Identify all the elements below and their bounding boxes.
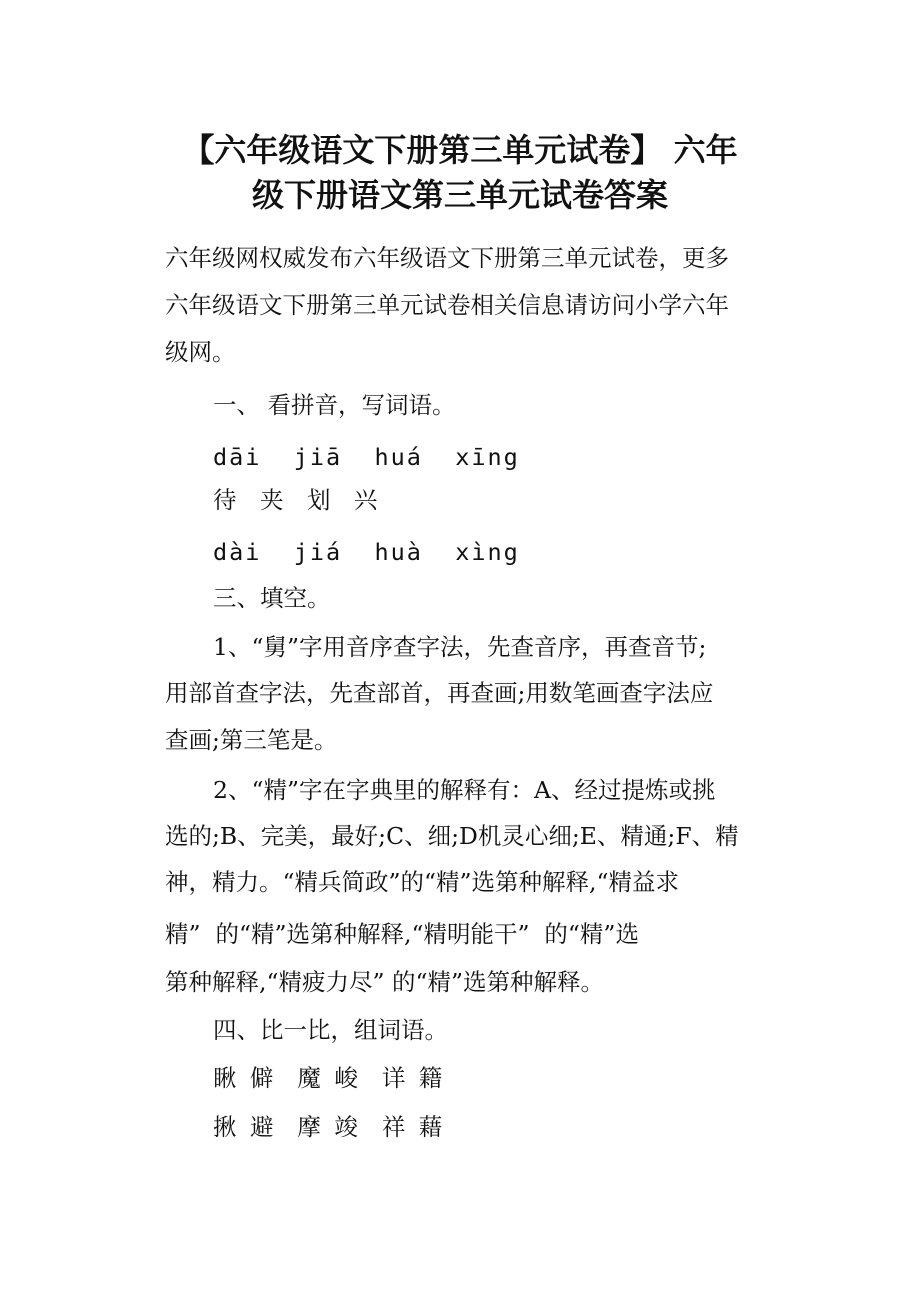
section-heading: 四、比一比，组词语。 [213, 1016, 448, 1044]
question-line: 用部首查字法，先查部首，再查画;用数笔画查字法应 [165, 679, 714, 707]
question-line: 1、“舅”字用音序查字法，先查音序，再查音节; [213, 633, 707, 661]
hanzi-line: 待 夹 划 兴 [213, 486, 386, 514]
intro-line: 级网。 [165, 338, 236, 366]
question-line: 神，精力。“精兵简政”的“精”选第种解释,“精益求 [165, 868, 680, 896]
title-line: 级下册语文第三单元试卷答案 [251, 176, 668, 214]
question-line: 第种解释,“精疲力尽” 的“精”选第种解释。 [165, 968, 604, 996]
word-row: 瞅 僻 魔 峻 详 籍 [213, 1064, 446, 1092]
word-row: 揪 避 摩 竣 祥 藉 [213, 1113, 446, 1141]
question-line: 选的;B、完美，最好;C、细;D机灵心细;E、精通;F、精 [165, 822, 739, 850]
title-line: 【六年级语文下册第三单元试卷】 六年 [182, 131, 738, 169]
pinyin-line: dāi jiā huá xīng [213, 443, 520, 471]
question-line: 精” 的“精”选第种解释,“精明能干” 的“精”选 [165, 920, 639, 948]
intro-line: 六年级网权威发布六年级语文下册第三单元试卷，更多 [165, 244, 729, 272]
section-heading: 三、填空。 [213, 584, 331, 612]
question-line: 2、“精”字在字典里的解释有：A、经过提炼或挑 [213, 776, 716, 804]
section-heading: 一、 看拼音，写词语。 [213, 391, 456, 419]
pinyin-line: dài jiá huà xìng [213, 538, 520, 566]
intro-line: 六年级语文下册第三单元试卷相关信息请访问小学六年 [165, 291, 729, 319]
question-line: 查画;第三笔是。 [165, 726, 338, 754]
